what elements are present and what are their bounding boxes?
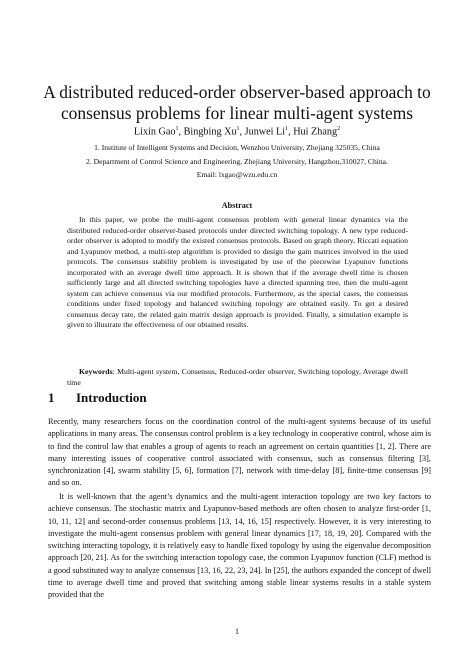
author-affiliation-mark: 1 bbox=[175, 126, 179, 132]
author-affiliation-mark: 1 bbox=[236, 126, 240, 132]
section-number: 1 bbox=[48, 390, 55, 405]
author-affiliation-mark: 1 bbox=[285, 126, 289, 132]
author-name: Hui Zhang bbox=[293, 126, 338, 138]
keywords-text: Multi-agent system, Consensus, Reduced-order observer, Switching topology, Average dwell time bbox=[67, 367, 409, 387]
author-name: Bingbing Xu bbox=[183, 126, 237, 138]
section-heading bbox=[48, 390, 147, 406]
affiliation-2: 2. Department of Control Science and Engineering, Zhejiang University, Hangzhou,310027, China. bbox=[86, 157, 388, 166]
author-list: Lixin Gao$^1$, Bingbing Xu$^1$, Junwei Li$^1$, Hui Zhang$^2$ bbox=[133, 126, 341, 138]
abstract-heading: Abstract bbox=[221, 201, 253, 210]
intro-paragraph-2: It is well-known that the agent’s dynamics and the multi-agent interaction topology are two key factors to achieve consensus. The stochastic matrix and Lyapunov-based methods are often chosen to analyze first-order [1, 10, 11, 12] and second-order consensus problems [13, 14, 16, 15] respectively. However, it is very interesting to investigate the multi-agent consensus problem with general linear dynamics [17, 18, 19, 20]. Compared with the switching interacting topology, it is relatively easy to handle fixed topology by using the eigenvalue decomposition approach [20, 21]. As for the switching interaction topology case, the common Lyapunov function (CLF) method is a good substituted way to analyze consensus [13, 16, 22, 23, 24]. In [25], the authors expanded the concept of dwell time to average dwell time and proved that switching among stable linear systems results in a stable system provided that the bbox=[48, 492, 431, 599]
author-name: Lixin Gao bbox=[133, 126, 176, 138]
keywords: Keywords: Multi-agent system, Consensus, Reduced-order observer, Switching topology, Average dwell time bbox=[67, 367, 409, 387]
intro-paragraph-1: Recently, many researchers focus on the coordination control of the multi-agent systems because of its useful applications in many areas. The consensus control problem is a key technology in cooperative control, whose aim is to find the control law that enables a group of agents to reach an agreement on certain quantities [1, 2]. There are many interesting issues of cooperative control associated with consensus, such as consensus filtering [3], synchronization [4], swarm stability [5, 6], formation [7], network with time-delay [8], finite-time consensus [9] and so on. bbox=[48, 417, 431, 488]
paper-title: A distributed reduced-order observer-based approach to consensus problems for linear multi-agent systems bbox=[43, 82, 431, 123]
abstract-text: In this paper, we probe the multi-agent consensus problem with general linear dynamics via the distributed reduced-order observer-based protocols under directed switching topology. A new type reduced-order observer is adopted to modify the existed consensus protocols. Based on graph theory, Riccati equation and Lyapunov method, a multi-step algorithm is provided to design the gain matrices involved in the used protocols. The consensus stability problem is investigated by use of the piecewise Lyapunov functions incorporated with an average dwell time approach. It is shown that if the average dwell time is chosen sufficiently large and all directed switching topologies have a directed spanning tree, then the multi-agent system can achieve consensus via our modified protocols. Furthermore, as the special cases, the consensus conditions under fixed topology and balanced switching topology are obtained easily. To get a desired consensus decay rate, the related gain matrix design approach is provided. Finally, a simulation example is given to illustrate the effectiveness of our obtained results. bbox=[67, 215, 408, 329]
affiliation-1: 1. Institute of Intelligent Systems and Decision, Wenzhou University, Zhejiang 325035, China bbox=[94, 143, 380, 152]
section-title: Introduction bbox=[76, 390, 147, 405]
keywords-label: Keywords bbox=[79, 367, 113, 376]
author-affiliation-mark: 2 bbox=[337, 126, 341, 132]
author-email: Email: lxgao@wzu.edu.cn bbox=[196, 170, 278, 179]
page-number: 1 bbox=[235, 627, 239, 636]
author-name: Junwei Li bbox=[244, 126, 286, 138]
